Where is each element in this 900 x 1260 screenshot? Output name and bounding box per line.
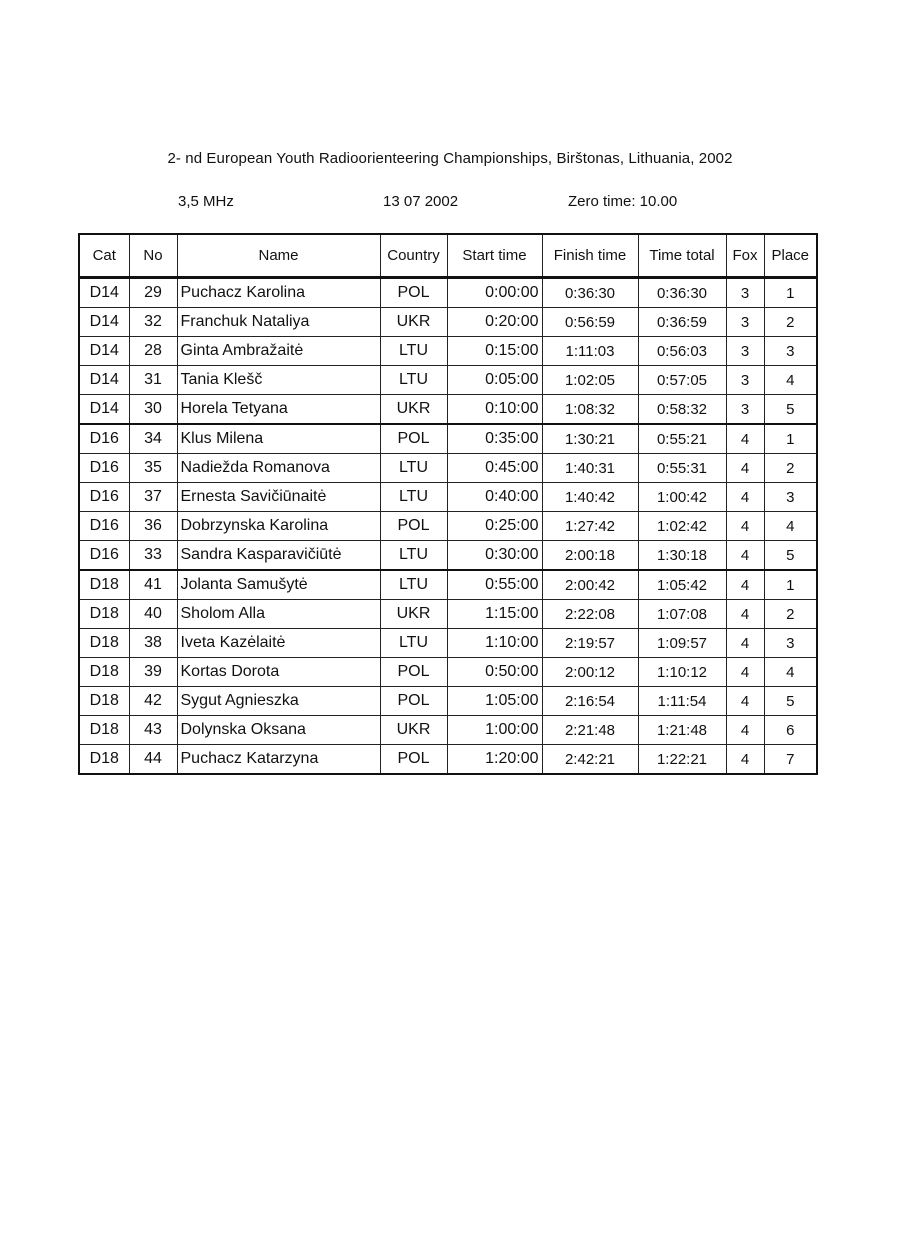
time-total-cell: 0:55:31 [638,454,726,483]
time-total-cell: 1:00:42 [638,483,726,512]
table-row [79,512,817,541]
fox-cell: 4 [726,512,764,541]
fox-cell: 4 [726,658,764,687]
number-cell: 33 [129,541,177,571]
name-cell: Puchacz Katarzyna [177,745,380,775]
start-time-cell: 0:15:00 [447,337,542,366]
number-cell: 44 [129,745,177,775]
number-cell: 36 [129,512,177,541]
start-time-cell: 0:40:00 [447,483,542,512]
table-row [79,278,817,308]
name-cell: Ernesta Savičiūnaitė [177,483,380,512]
header-time-total: Time total [638,234,726,278]
table-row [79,483,817,512]
cat-cell: D16 [79,424,129,454]
place-cell: 1 [764,570,817,600]
place-cell: 1 [764,278,817,308]
table-row [79,629,817,658]
number-cell: 43 [129,716,177,745]
number-cell: 35 [129,454,177,483]
table-row [79,366,817,395]
document-title: 2- nd European Youth Radioorienteering Championships, Birštonas, Lithuania, 2002 [167,150,733,167]
time-total-cell: 1:30:18 [638,541,726,571]
table-row [79,395,817,425]
place-cell: 5 [764,687,817,716]
number-cell: 29 [129,278,177,308]
time-total-cell: 0:58:32 [638,395,726,425]
number-cell: 31 [129,366,177,395]
fox-cell: 3 [726,337,764,366]
start-time-cell: 1:20:00 [447,745,542,775]
table-row [79,424,817,454]
country-cell: LTU [380,483,447,512]
name-cell: Horela Tetyana [177,395,380,425]
finish-time-cell: 2:42:21 [542,745,638,775]
start-time-cell: 1:10:00 [447,629,542,658]
results-body [79,278,817,775]
fox-cell: 4 [726,629,764,658]
name-cell: Sandra Kasparavičiūtė [177,541,380,571]
number-cell: 28 [129,337,177,366]
finish-time-cell: 1:30:21 [542,424,638,454]
cat-cell: D16 [79,512,129,541]
number-cell: 38 [129,629,177,658]
country-cell: LTU [380,337,447,366]
start-time-cell: 0:35:00 [447,424,542,454]
name-cell: Ginta Ambražaitė [177,337,380,366]
start-time-cell: 0:25:00 [447,512,542,541]
cat-cell: D14 [79,278,129,308]
number-cell: 42 [129,687,177,716]
fox-cell: 4 [726,745,764,775]
start-time-cell: 0:10:00 [447,395,542,425]
cat-cell: D14 [79,366,129,395]
name-cell: Sholom Alla [177,600,380,629]
cat-cell: D16 [79,454,129,483]
time-total-cell: 1:11:54 [638,687,726,716]
table-row [79,745,817,775]
cat-cell: D18 [79,629,129,658]
finish-time-cell: 2:00:42 [542,570,638,600]
start-time-cell: 0:20:00 [447,308,542,337]
finish-time-cell: 1:27:42 [542,512,638,541]
name-cell: Nadiežda Romanova [177,454,380,483]
time-total-cell: 1:07:08 [638,600,726,629]
fox-cell: 3 [726,395,764,425]
table-row [79,337,817,366]
finish-time-cell: 1:02:05 [542,366,638,395]
name-cell: Klus Milena [177,424,380,454]
number-cell: 41 [129,570,177,600]
cat-cell: D14 [79,337,129,366]
country-cell: POL [380,687,447,716]
frequency-label: 3,5 MHz [178,193,234,210]
place-cell: 6 [764,716,817,745]
country-cell: UKR [380,308,447,337]
start-time-cell: 0:30:00 [447,541,542,571]
time-total-cell: 0:56:03 [638,337,726,366]
cat-cell: D14 [79,395,129,425]
table-row [79,658,817,687]
time-total-cell: 0:57:05 [638,366,726,395]
cat-cell: D16 [79,483,129,512]
time-total-cell: 1:09:57 [638,629,726,658]
place-cell: 3 [764,483,817,512]
table-row [79,541,817,571]
country-cell: LTU [380,541,447,571]
country-cell: LTU [380,454,447,483]
place-cell: 4 [764,512,817,541]
date-label: 13 07 2002 [383,193,459,210]
place-cell: 3 [764,629,817,658]
time-total-cell: 0:36:30 [638,278,726,308]
finish-time-cell: 0:56:59 [542,308,638,337]
finish-time-cell: 2:22:08 [542,600,638,629]
country-cell: UKR [380,716,447,745]
country-cell: UKR [380,600,447,629]
fox-cell: 3 [726,308,764,337]
number-cell: 37 [129,483,177,512]
header-finish-time: Finish time [542,234,638,278]
number-cell: 30 [129,395,177,425]
country-cell: POL [380,745,447,775]
place-cell: 3 [764,337,817,366]
header-place: Place [764,234,817,278]
start-time-cell: 1:05:00 [447,687,542,716]
place-cell: 4 [764,366,817,395]
header-fox: Fox [726,234,764,278]
place-cell: 5 [764,395,817,425]
place-cell: 5 [764,541,817,571]
header-no: No [129,234,177,278]
header-name: Name [177,234,380,278]
cat-cell: D18 [79,745,129,775]
time-total-cell: 1:21:48 [638,716,726,745]
zero-time-label: Zero time: 10.00 [568,193,678,210]
country-cell: LTU [380,366,447,395]
place-cell: 7 [764,745,817,775]
finish-time-cell: 1:08:32 [542,395,638,425]
name-cell: Dolynska Oksana [177,716,380,745]
start-time-cell: 0:00:00 [447,278,542,308]
cat-cell: D18 [79,600,129,629]
start-time-cell: 0:55:00 [447,570,542,600]
table-row [79,308,817,337]
number-cell: 39 [129,658,177,687]
name-cell: Tania Klešč [177,366,380,395]
header-country: Country [380,234,447,278]
place-cell: 2 [764,600,817,629]
time-total-cell: 0:55:21 [638,424,726,454]
fox-cell: 4 [726,716,764,745]
name-cell: Jolanta Samušytė [177,570,380,600]
start-time-cell: 0:05:00 [447,366,542,395]
name-cell: Dobrzynska Karolina [177,512,380,541]
cat-cell: D18 [79,687,129,716]
time-total-cell: 1:02:42 [638,512,726,541]
finish-time-cell: 2:21:48 [542,716,638,745]
table-row [79,687,817,716]
cat-cell: D18 [79,570,129,600]
cat-cell: D16 [79,541,129,571]
fox-cell: 4 [726,483,764,512]
start-time-cell: 0:45:00 [447,454,542,483]
start-time-cell: 1:15:00 [447,600,542,629]
country-cell: LTU [380,570,447,600]
country-cell: UKR [380,395,447,425]
number-cell: 32 [129,308,177,337]
results-table [78,233,818,775]
finish-time-cell: 2:19:57 [542,629,638,658]
country-cell: POL [380,424,447,454]
number-cell: 34 [129,424,177,454]
country-cell: LTU [380,629,447,658]
finish-time-cell: 2:16:54 [542,687,638,716]
fox-cell: 3 [726,366,764,395]
country-cell: POL [380,278,447,308]
country-cell: POL [380,658,447,687]
time-total-cell: 1:22:21 [638,745,726,775]
time-total-cell: 0:36:59 [638,308,726,337]
finish-time-cell: 0:36:30 [542,278,638,308]
time-total-cell: 1:05:42 [638,570,726,600]
table-header-row [79,234,817,278]
finish-time-cell: 1:40:42 [542,483,638,512]
number-cell: 40 [129,600,177,629]
fox-cell: 4 [726,424,764,454]
table-row [79,570,817,600]
fox-cell: 4 [726,687,764,716]
fox-cell: 3 [726,278,764,308]
header-cat: Cat [79,234,129,278]
name-cell: Iveta Kazėlaitė [177,629,380,658]
country-cell: POL [380,512,447,541]
name-cell: Kortas Dorota [177,658,380,687]
finish-time-cell: 2:00:18 [542,541,638,571]
cat-cell: D14 [79,308,129,337]
start-time-cell: 0:50:00 [447,658,542,687]
name-cell: Puchacz Karolina [177,278,380,308]
fox-cell: 4 [726,541,764,571]
table-row [79,716,817,745]
cat-cell: D18 [79,658,129,687]
start-time-cell: 1:00:00 [447,716,542,745]
table-row [79,600,817,629]
table-row [79,454,817,483]
time-total-cell: 1:10:12 [638,658,726,687]
fox-cell: 4 [726,454,764,483]
place-cell: 2 [764,454,817,483]
header-start-time: Start time [447,234,542,278]
name-cell: Sygut Agnieszka [177,687,380,716]
fox-cell: 4 [726,570,764,600]
cat-cell: D18 [79,716,129,745]
finish-time-cell: 1:40:31 [542,454,638,483]
place-cell: 4 [764,658,817,687]
fox-cell: 4 [726,600,764,629]
finish-time-cell: 2:00:12 [542,658,638,687]
name-cell: Franchuk Nataliya [177,308,380,337]
finish-time-cell: 1:11:03 [542,337,638,366]
place-cell: 2 [764,308,817,337]
place-cell: 1 [764,424,817,454]
